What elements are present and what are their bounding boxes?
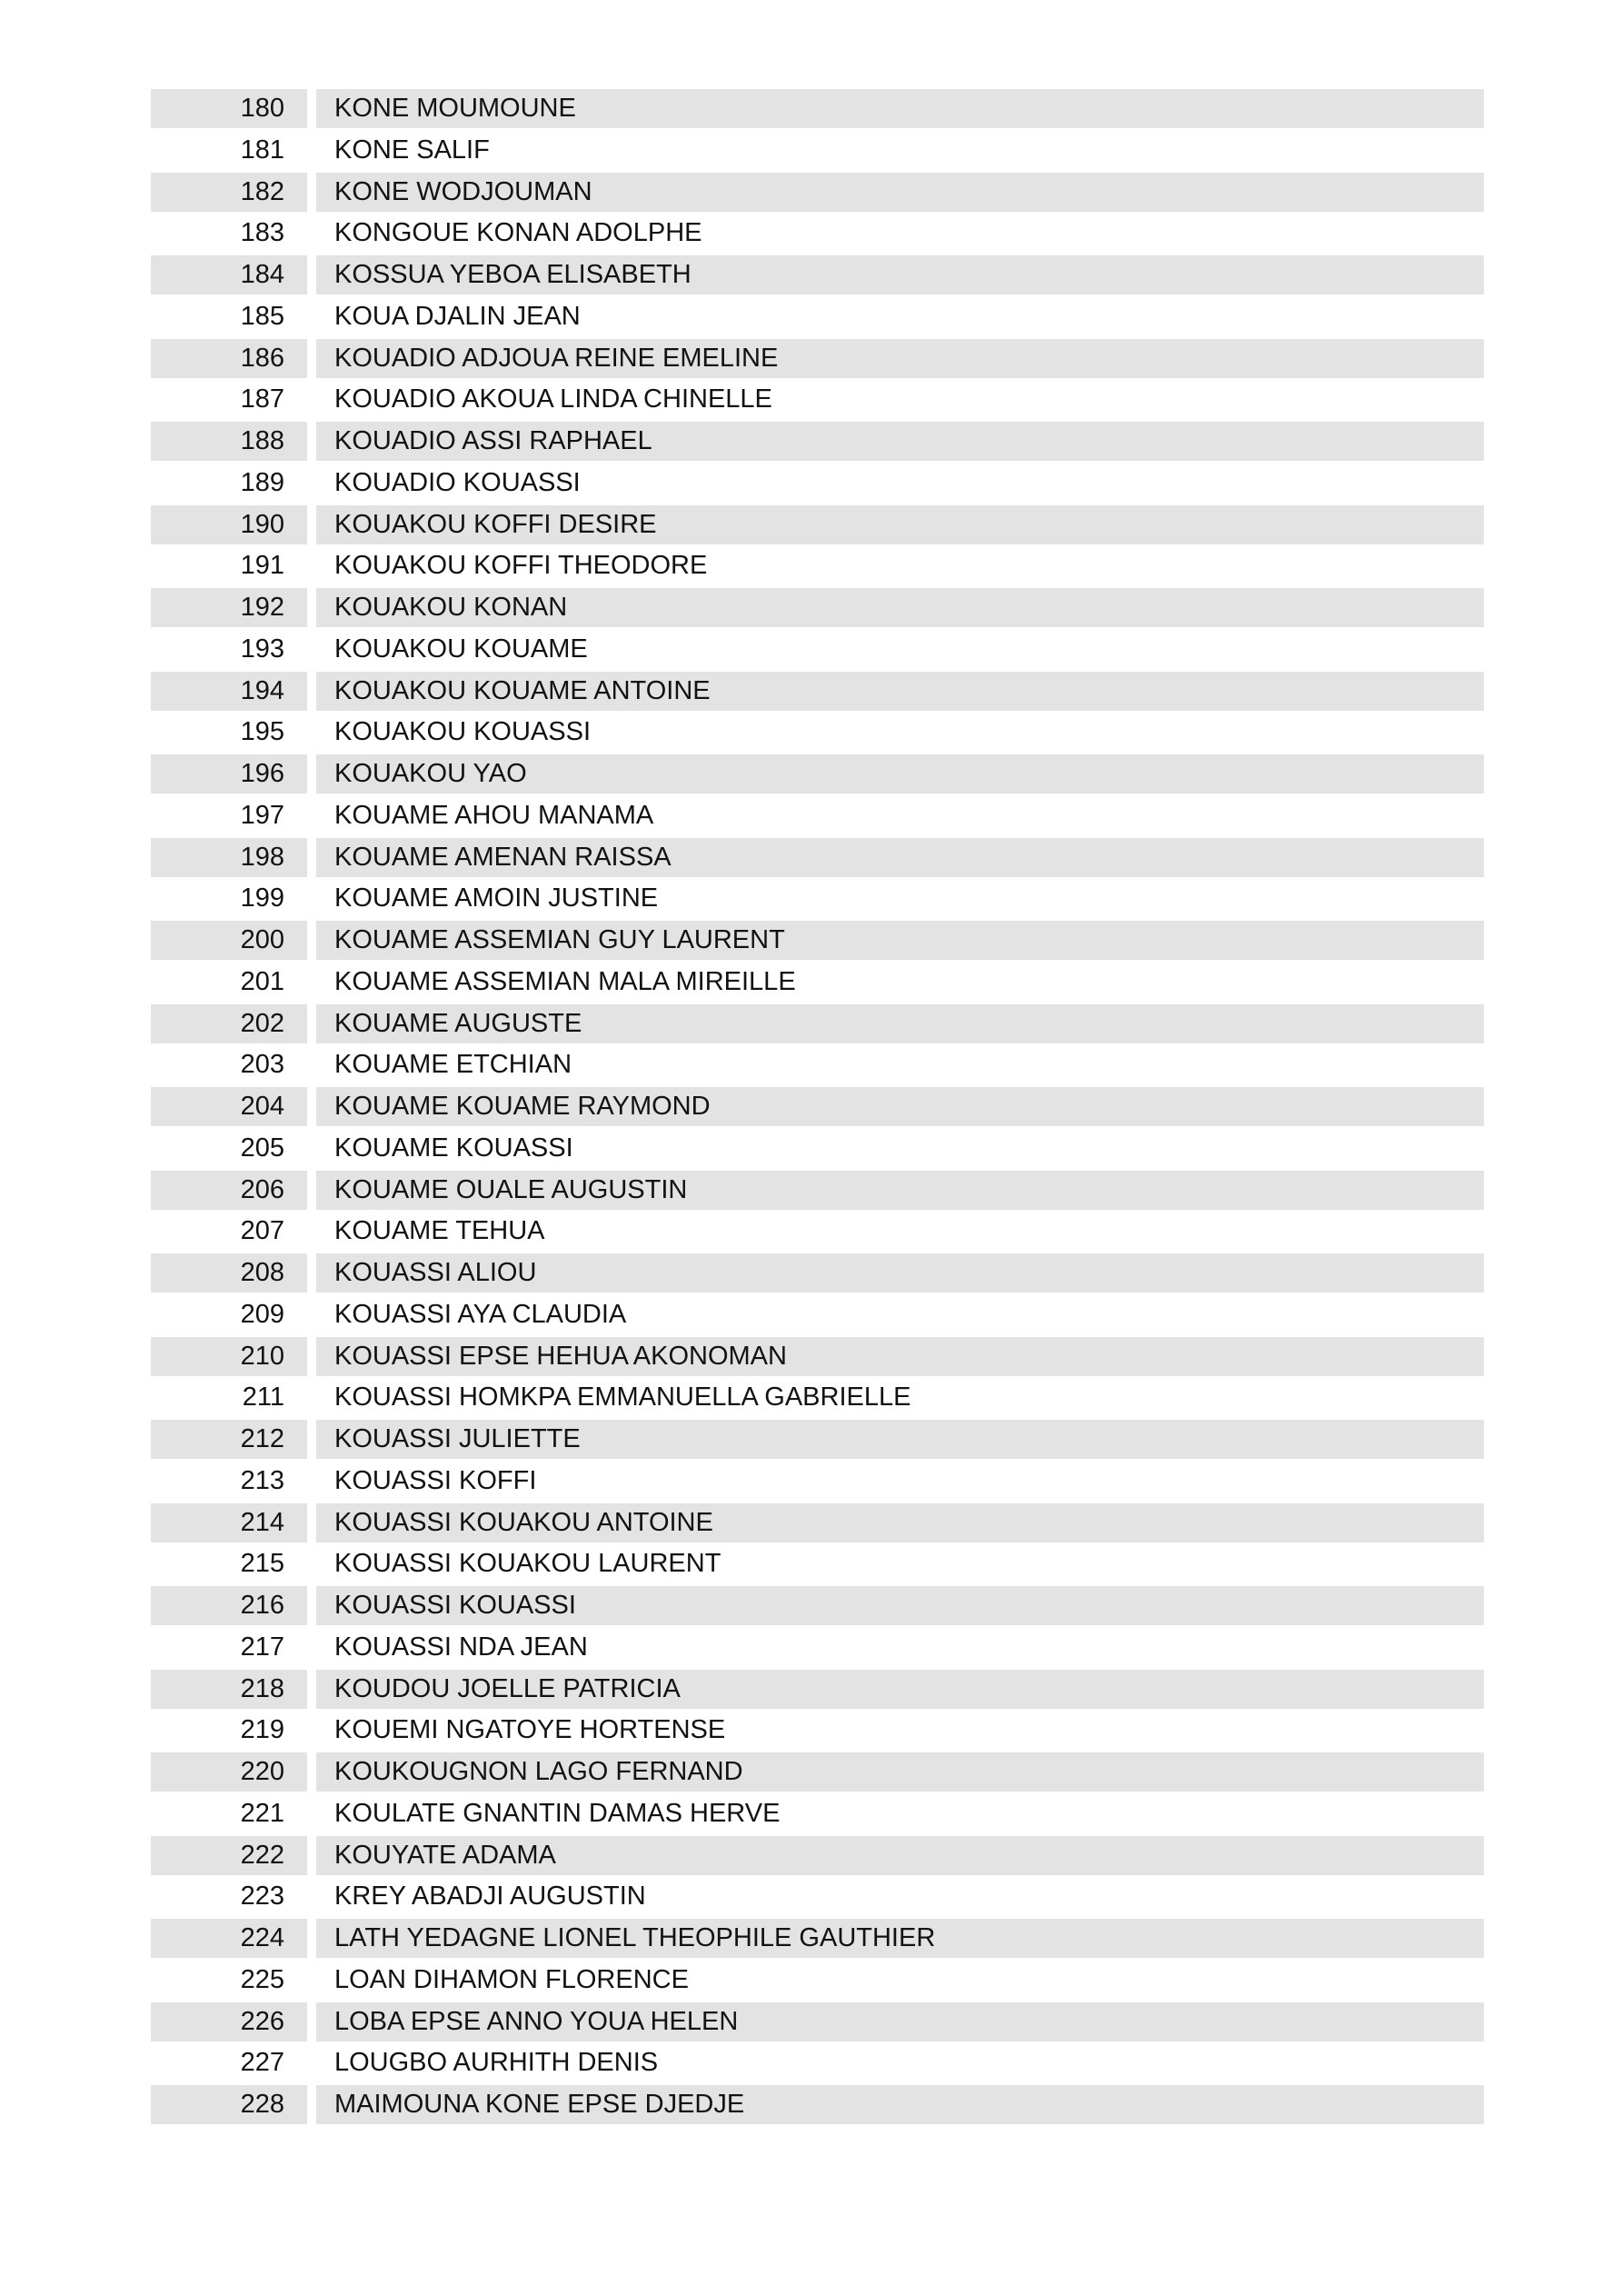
row-number-cell: 192 (151, 588, 307, 627)
row-name-cell: KOUA DJALIN JEAN (334, 301, 581, 331)
row-number-cell: 184 (151, 255, 307, 294)
table-row (151, 131, 1484, 173)
table-row (151, 1378, 1484, 1420)
table-row (151, 1711, 1484, 1752)
row-name-cell: KONE SALIF (334, 135, 490, 165)
row-number-cell: 196 (151, 754, 307, 794)
row-number-cell: 223 (240, 1882, 284, 1912)
row-name-cell: MAIMOUNA KONE EPSE DJEDJE (316, 2085, 1484, 2124)
table-row (151, 214, 1484, 255)
row-number-cell: 180 (151, 89, 307, 128)
table-row (151, 838, 1484, 880)
row-number-cell: 221 (240, 1798, 284, 1828)
row-number-cell: 216 (151, 1586, 307, 1625)
row-name-cell: KOUAME AMOIN JUSTINE (334, 883, 659, 913)
row-number-cell: 191 (240, 551, 284, 581)
row-number-cell: 206 (151, 1171, 307, 1210)
table-row (151, 963, 1484, 1004)
table-row (151, 1961, 1484, 2002)
table-row (151, 1087, 1484, 1129)
row-name-cell: KOUASSI NDA JEAN (334, 1632, 588, 1662)
row-number-cell: 194 (151, 672, 307, 711)
row-name-cell: KOUADIO KOUASSI (334, 467, 581, 497)
row-number-cell: 188 (151, 422, 307, 461)
row-number-cell: 195 (240, 717, 284, 747)
row-name-cell: KOUAME ETCHIAN (334, 1050, 572, 1080)
table-row (151, 1919, 1484, 1961)
row-name-cell: KOUAME KOUAME RAYMOND (316, 1087, 1484, 1126)
row-name-cell: KOUASSI KOUAKOU ANTOINE (316, 1503, 1484, 1542)
row-name-cell: KOUAKOU KOUAME (334, 634, 588, 664)
row-number-cell: 193 (240, 634, 284, 664)
table-row (151, 2085, 1484, 2127)
row-name-cell: KOUAME AMENAN RAISSA (316, 838, 1484, 877)
row-name-cell: KOUASSI KOFFI (334, 1465, 537, 1495)
row-name-cell: KOUAME TEHUA (334, 1216, 545, 1246)
row-name-cell: KOSSUA YEBOA ELISABETH (316, 255, 1484, 294)
row-name-cell: KOUASSI KOUASSI (316, 1586, 1484, 1625)
row-name-cell: KOUAKOU KOFFI THEODORE (334, 551, 708, 581)
row-number-cell: 215 (240, 1549, 284, 1579)
table-row (151, 380, 1484, 422)
row-number-cell: 217 (240, 1632, 284, 1662)
table-row (151, 1420, 1484, 1462)
row-number-cell: 199 (240, 883, 284, 913)
row-number-cell: 209 (240, 1299, 284, 1329)
row-number-cell: 213 (240, 1465, 284, 1495)
row-number-cell: 205 (240, 1133, 284, 1163)
row-number-cell: 183 (240, 218, 284, 248)
row-name-cell: KONE WODJOUMAN (316, 173, 1484, 212)
table-row (151, 1462, 1484, 1503)
table-row (151, 546, 1484, 588)
row-number-cell: 185 (240, 301, 284, 331)
row-name-cell: KOUAKOU KOFFI DESIRE (316, 505, 1484, 544)
row-number-cell: 208 (151, 1253, 307, 1293)
row-name-cell: LOUGBO AURHITH DENIS (334, 2048, 659, 2078)
row-name-cell: KOUAME ASSEMIAN MALA MIREILLE (334, 966, 796, 996)
row-name-cell: KOUEMI NGATOYE HORTENSE (334, 1715, 726, 1745)
table-row (151, 422, 1484, 464)
table-row (151, 255, 1484, 297)
row-number-cell: 226 (151, 2002, 307, 2041)
table-row (151, 1752, 1484, 1794)
row-name-cell: KOUAKOU KOUAME ANTOINE (316, 672, 1484, 711)
row-name-cell: KOUAME OUALE AUGUSTIN (316, 1171, 1484, 1210)
row-number-cell: 204 (151, 1087, 307, 1126)
row-number-cell: 190 (151, 505, 307, 544)
row-number-cell: 189 (240, 467, 284, 497)
row-number-cell: 228 (151, 2085, 307, 2124)
row-name-cell: KOUYATE ADAMA (316, 1836, 1484, 1875)
table-row (151, 1877, 1484, 1919)
row-number-cell: 200 (151, 921, 307, 960)
row-number-cell: 220 (151, 1752, 307, 1792)
row-number-cell: 181 (240, 135, 284, 165)
table-row (151, 173, 1484, 215)
table-row (151, 1628, 1484, 1670)
table-row (151, 1212, 1484, 1253)
table-row (151, 1253, 1484, 1295)
table-row (151, 588, 1484, 630)
row-name-cell: KOUADIO AKOUA LINDA CHINELLE (334, 384, 772, 414)
table-row (151, 339, 1484, 381)
row-number-cell: 211 (242, 1383, 284, 1413)
table-row (151, 879, 1484, 921)
table-row (151, 672, 1484, 714)
row-name-cell: KOUASSI EPSE HEHUA AKONOMAN (316, 1337, 1484, 1376)
row-name-cell: KOUDOU JOELLE PATRICIA (316, 1670, 1484, 1709)
row-number-cell: 187 (240, 384, 284, 414)
row-number-cell: 214 (151, 1503, 307, 1542)
row-number-cell: 186 (151, 339, 307, 378)
table-row (151, 1794, 1484, 1836)
row-name-cell: KONE MOUMOUNE (316, 89, 1484, 128)
table-row (151, 1045, 1484, 1087)
table-row (151, 464, 1484, 505)
table-row (151, 713, 1484, 754)
row-name-cell: LATH YEDAGNE LIONEL THEOPHILE GAUTHIER (316, 1919, 1484, 1958)
table-row (151, 1503, 1484, 1545)
table-row (151, 1129, 1484, 1171)
row-number-cell: 197 (240, 800, 284, 830)
table-row (151, 1670, 1484, 1712)
table-row (151, 89, 1484, 131)
table-row (151, 1004, 1484, 1046)
roster-table (151, 89, 1484, 2127)
row-number-cell: 202 (151, 1004, 307, 1043)
row-number-cell: 224 (151, 1919, 307, 1958)
table-row (151, 1544, 1484, 1586)
row-name-cell: KOUAME AHOU MANAMA (334, 800, 654, 830)
row-name-cell: LOAN DIHAMON FLORENCE (334, 1964, 689, 1994)
row-name-cell: KOUAME AUGUSTE (316, 1004, 1484, 1043)
row-name-cell: KOUASSI HOMKPA EMMANUELLA GABRIELLE (334, 1383, 911, 1413)
row-number-cell: 198 (151, 838, 307, 877)
row-name-cell: KOUASSI ALIOU (316, 1253, 1484, 1293)
table-row (151, 921, 1484, 963)
table-row (151, 1295, 1484, 1337)
table-row (151, 2043, 1484, 2085)
row-number-cell: 218 (151, 1670, 307, 1709)
row-name-cell: KOUASSI KOUAKOU LAURENT (334, 1549, 721, 1579)
table-row (151, 796, 1484, 838)
table-row (151, 1586, 1484, 1628)
row-name-cell: KOUAKOU YAO (316, 754, 1484, 794)
row-name-cell: KOUKOUGNON LAGO FERNAND (316, 1752, 1484, 1792)
row-number-cell: 182 (151, 173, 307, 212)
row-number-cell: 227 (240, 2048, 284, 2078)
table-row (151, 1337, 1484, 1379)
row-name-cell: KOUAME ASSEMIAN GUY LAURENT (316, 921, 1484, 960)
row-number-cell: 203 (240, 1050, 284, 1080)
row-name-cell: KOULATE GNANTIN DAMAS HERVE (334, 1798, 781, 1828)
row-name-cell: KOUASSI JULIETTE (316, 1420, 1484, 1459)
table-row (151, 630, 1484, 672)
row-number-cell: 201 (240, 966, 284, 996)
table-row (151, 1836, 1484, 1878)
row-name-cell: KOUAKOU KONAN (316, 588, 1484, 627)
table-row (151, 505, 1484, 547)
table-row (151, 1171, 1484, 1213)
row-name-cell: KOUAKOU KOUASSI (334, 717, 592, 747)
table-row (151, 2002, 1484, 2044)
row-number-cell: 222 (151, 1836, 307, 1875)
row-name-cell: KOUASSI AYA CLAUDIA (334, 1299, 627, 1329)
row-name-cell: KOUADIO ADJOUA REINE EMELINE (316, 339, 1484, 378)
row-number-cell: 207 (240, 1216, 284, 1246)
row-name-cell: LOBA EPSE ANNO YOUA HELEN (316, 2002, 1484, 2041)
row-name-cell: KONGOUE KONAN ADOLPHE (334, 218, 702, 248)
row-name-cell: KREY ABADJI AUGUSTIN (334, 1882, 646, 1912)
row-number-cell: 210 (151, 1337, 307, 1376)
row-number-cell: 225 (240, 1964, 284, 1994)
row-name-cell: KOUAME KOUASSI (334, 1133, 573, 1163)
row-number-cell: 219 (240, 1715, 284, 1745)
row-name-cell: KOUADIO ASSI RAPHAEL (316, 422, 1484, 461)
table-row (151, 297, 1484, 339)
table-row (151, 754, 1484, 796)
row-number-cell: 212 (151, 1420, 307, 1459)
